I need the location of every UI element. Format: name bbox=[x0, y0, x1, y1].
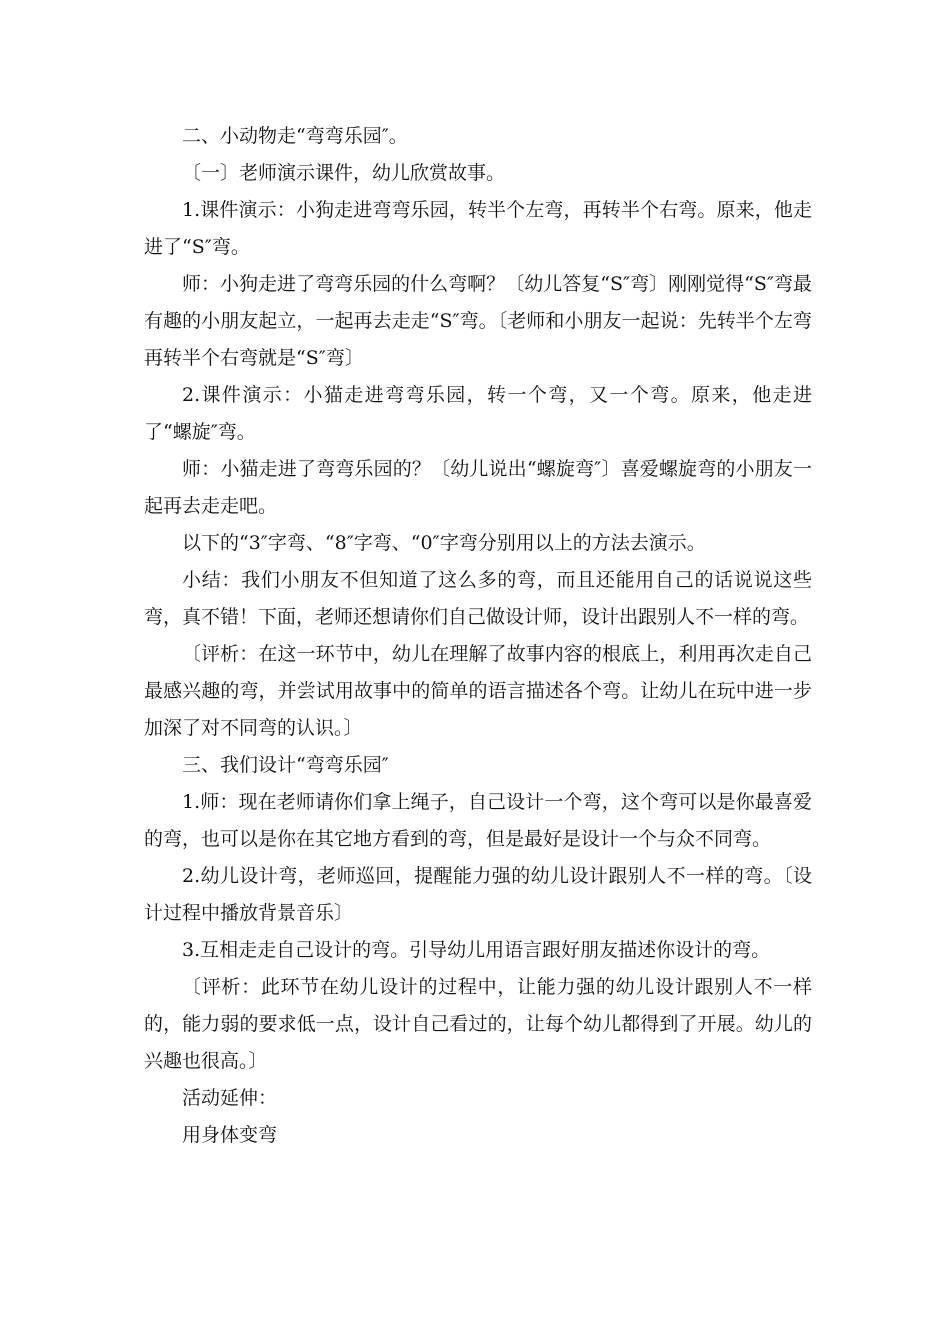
paragraph: 师：小猫走进了弯弯乐园的？〔幼儿说出“螺旋弯″〕喜爱螺旋弯的小朋友一起再去走走吧。 bbox=[144, 458, 812, 517]
paragraph: 1.师：现在老师请你们拿上绳子，自己设计一个弯，这个弯可以是你最喜爱的弯，也可以是你在其它地方看到的弯，但是最好是设计一个与众不同弯。 bbox=[144, 791, 812, 850]
paragraph: 用身体变弯 bbox=[182, 1124, 278, 1146]
extension-heading: 活动延伸： bbox=[182, 1087, 278, 1109]
subsection-heading: 〔一〕老师演示课件，幼儿欣赏故事。 bbox=[182, 162, 506, 184]
commentary-paragraph: 〔评析：在这一环节中，幼儿在理解了故事内容的根底上，利用再次走自己最感兴趣的弯，并尝试用故事中的简单的语言描述各个弯。让幼儿在玩中进一步加深了对不同弯的认识。〕 bbox=[144, 643, 812, 739]
paragraph: 以下的“3″字弯、“8″字弯、“0″字弯分别用以上的方法去演示。 bbox=[182, 532, 706, 554]
paragraph: 师：小狗走进了弯弯乐园的什么弯啊？〔幼儿答复“S″弯〕刚刚觉得“S″弯最有趣的小朋友起立，一起再去走走“S″弯。〔老师和小朋友一起说：先转半个左弯再转半个右弯就是“S″弯〕 bbox=[144, 273, 812, 369]
section-heading: 三、我们设计“弯弯乐园″ bbox=[182, 754, 389, 776]
paragraph: 1.课件演示：小狗走进弯弯乐园，转半个左弯，再转半个右弯。原来，他走进了“S″弯。 bbox=[144, 199, 812, 258]
commentary-paragraph: 〔评析：此环节在幼儿设计的过程中，让能力强的幼儿设计跟别人不一样的，能力弱的要求低一点，设计自己看过的，让每个幼儿都得到了开展。幼儿的兴趣也很高。〕 bbox=[144, 976, 812, 1072]
paragraph: 2.课件演示：小猫走进弯弯乐园，转一个弯，又一个弯。原来，他走进了“螺旋″弯。 bbox=[144, 384, 812, 443]
paragraph: 3.互相走走自己设计的弯。引导幼儿用语言跟好朋友描述你设计的弯。 bbox=[182, 939, 771, 961]
section-heading: 二、小动物走“弯弯乐园″。 bbox=[182, 125, 408, 147]
document-body bbox=[144, 118, 812, 1154]
paragraph: 2.幼儿设计弯，老师巡回，提醒能力强的幼儿设计跟别人不一样的弯。〔设计过程中播放背景音乐〕 bbox=[144, 865, 812, 924]
summary-paragraph: 小结：我们小朋友不但知道了这么多的弯，而且还能用自己的话说说这些弯，真不错！下面，老师还想请你们自己做设计师，设计出跟别人不一样的弯。 bbox=[144, 569, 812, 628]
